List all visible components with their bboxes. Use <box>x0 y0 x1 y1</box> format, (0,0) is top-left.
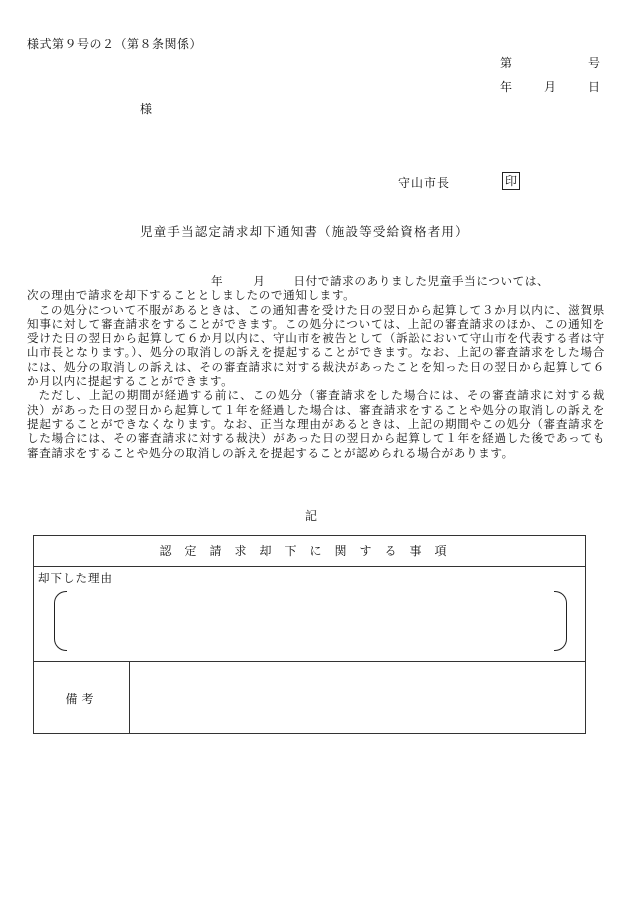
notice-body <box>27 274 605 460</box>
document-date <box>500 78 600 95</box>
rejection-reason-field[interactable] <box>74 594 545 646</box>
date-month: 月 <box>543 80 556 94</box>
body-line-2: 次の理由で請求を却下することとしましたので通知します。 <box>27 288 356 303</box>
form-number: 様式第９号の２（第８条関係） <box>27 37 203 51</box>
table-header: 認定請求却下に関する事項 <box>34 536 585 567</box>
addressee-suffix: 様 <box>140 102 153 116</box>
ki-label: 記 <box>305 509 318 523</box>
lead-rest: 日付で請求のありました児童手当については、 <box>293 274 550 288</box>
body-paragraph-proviso: ただし、上記の期間が経過する前に、この処分（審査請求をした場合には、その審査請求に対する裁決）があった日の翌日から起算して１年を経過した場合は、審査請求をすることや処分の取消しの訴えを提起することができなくなります。なお、正当な理由があるときは、上記の期間やこの処分（審査請求をした場合には、その審査請求に対する裁決）があった日の翌日から起算して１年を経過した後であっても審査請求をすることや処分の取消しの訴えを提起することが認められる場合があります。 <box>27 388 605 460</box>
rejection-reason-label: 却下した理由 <box>38 571 113 585</box>
remarks-label: 備考 <box>34 662 130 734</box>
doc-number-prefix: 第 <box>500 56 513 70</box>
remarks-row <box>34 661 585 734</box>
left-bracket <box>54 591 67 651</box>
seal-mark: 印 <box>502 172 520 190</box>
body-paragraph-appeal: この処分について不服があるときは、この通知書を受けた日の翌日から起算して３か月以内に、滋賀県知事に対して審査請求をすることができます。この処分については、上記の審査請求のほか、この通知を受けた日の翌日から起算して６か月以内に、守山市を被告として（訴訟において守山市を代表する者は守山市長となります。）、処分の取消しの訴えを提起することができます。なお、上記の審査請求をした場合には、処分の取消しの訴えは、その審査請求に対する裁決があったことを知った日の翌日から起算して６か月以内に提起することができます。 <box>27 302 605 389</box>
lead-line <box>27 274 605 288</box>
date-day: 日 <box>587 80 600 94</box>
document-number <box>500 54 600 71</box>
rejection-details-table <box>33 535 586 734</box>
date-year: 年 <box>500 80 513 94</box>
document-title: 児童手当認定請求却下通知書（施設等受給資格者用） <box>140 224 469 239</box>
doc-number-suffix: 号 <box>587 56 600 70</box>
issuer-name: 守山市長 <box>398 176 451 190</box>
remarks-field[interactable] <box>130 662 585 734</box>
right-bracket <box>554 591 567 651</box>
lead-month: 月 <box>253 274 266 288</box>
lead-year: 年 <box>211 274 224 288</box>
